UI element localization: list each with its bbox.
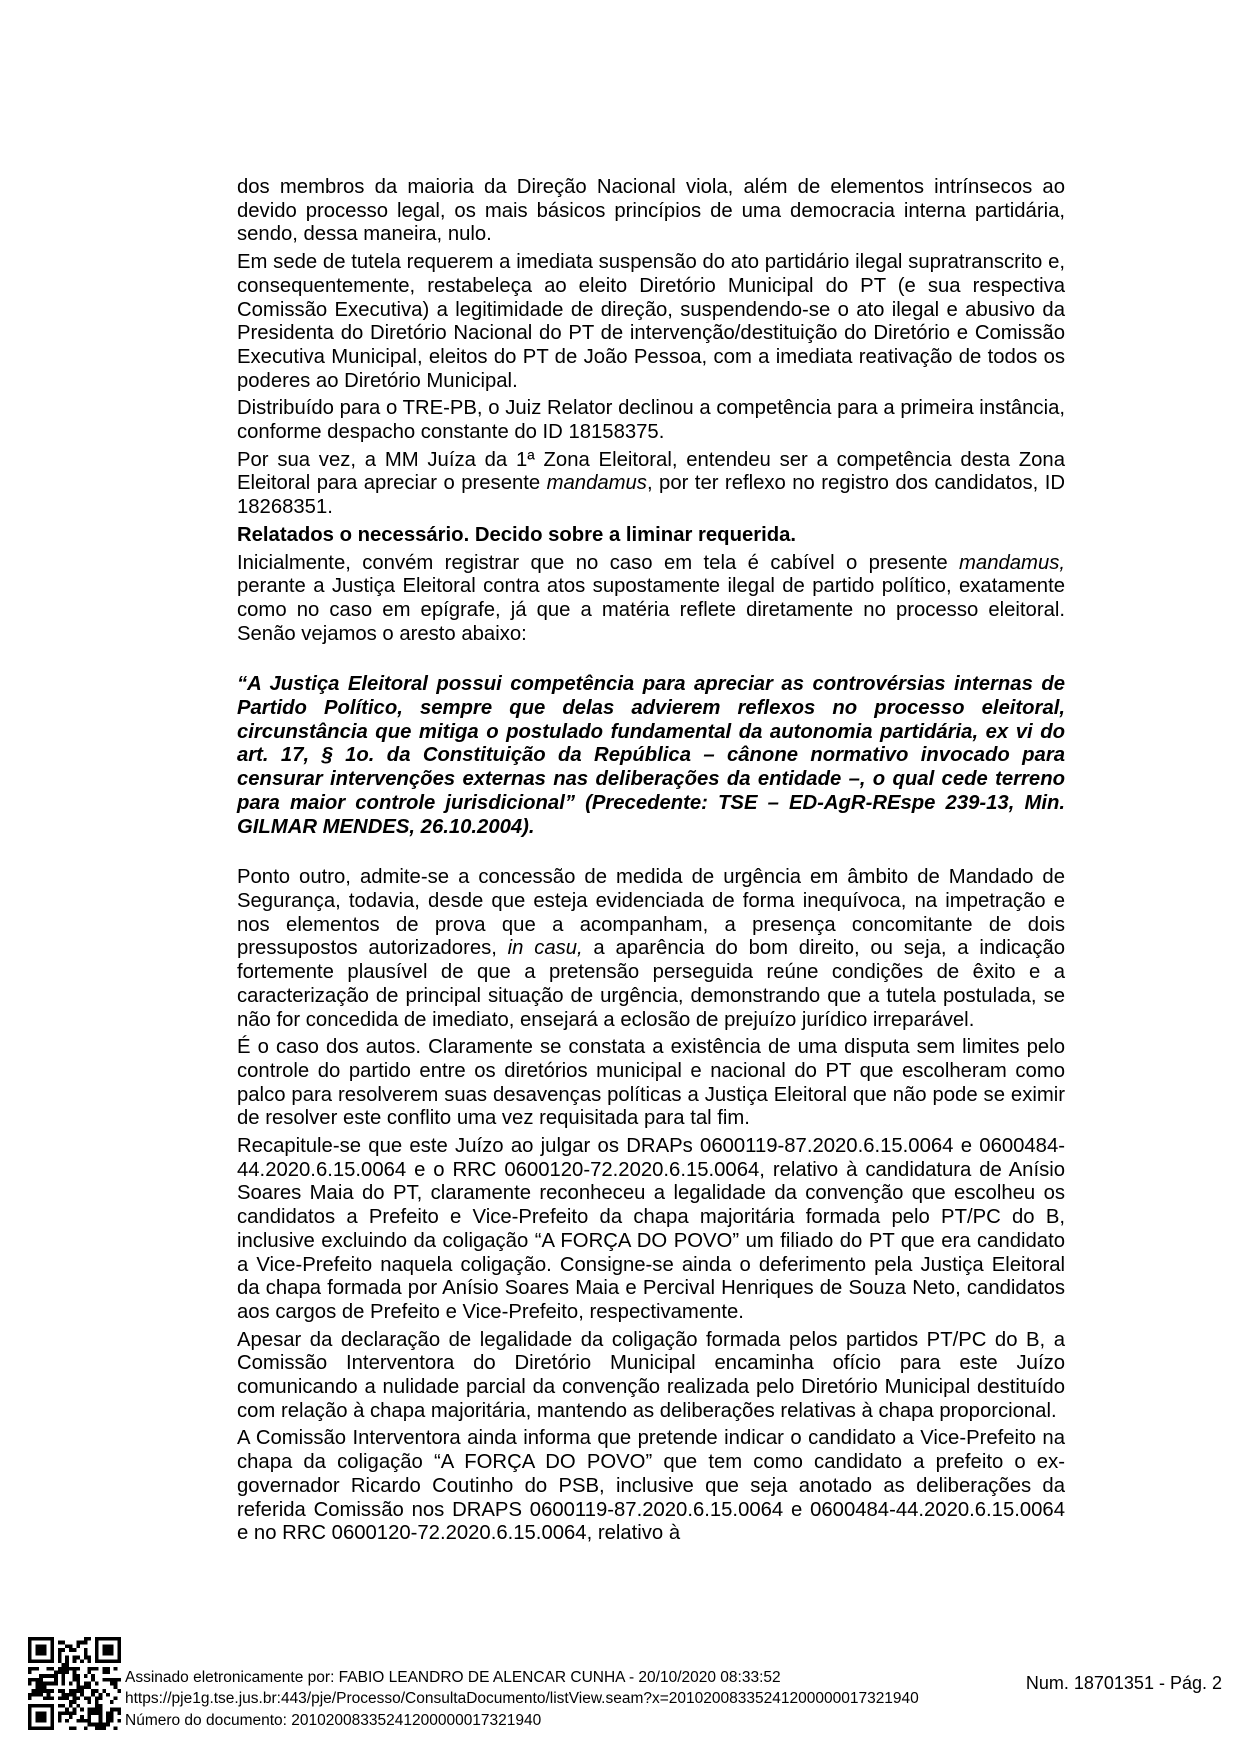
text-segment: É o caso dos autos. Claramente se constata a existência de uma disputa sem limites pelo controle do partido entre os diretórios municipal e nacional do PT que escolheram como palco para resolverem suas desavenças políticas a Justiça Eleitoral que não pode se eximir de resolver este conflito uma vez requisitada para tal fim. [237,1036,1065,1130]
document-body-text [237,176,1065,1550]
text-segment: perante a Justiça Eleitoral contra atos supostamente ilegal de partido político, exatamente como no caso em epígrafe, já que a matéria reflete diretamente no processo eleitoral. Senão vejamos o aresto abaixo: [237,575,1065,645]
paragraph-4 [237,449,1065,520]
text-segment: Apesar da declaração de legalidade da coligação formada pelos partidos PT/PC do B, a Comissão Interventora do Diretório Municipal encaminha ofício para este Juízo comunicando a nulidade parcial da convenção realizada pelo Diretório Municipal destituído com relação à chapa majoritária, mantendo as deliberações relativas à chapa proporcional. [237,1328,1065,1422]
paragraph-10 [237,1135,1065,1325]
text-segment: , por ter reflexo no registro dos candidatos, ID 18268351. [237,472,1065,519]
qr-code-icon [28,1637,121,1730]
text-segment: mandamus, [959,551,1065,574]
paragraph-9 [237,1036,1065,1131]
document-url: https://pje1g.tse.jus.br:443/pje/Processo/ConsultaDocumento/listView.seam?x=20102008335241200000017321940 [125,1690,919,1708]
text-segment: Em sede de tutela requerem a imediata suspensão do ato partidário ilegal supratranscrito e, consequentemente, restabeleça ao eleito Diretório Municipal do PT (e sua respectiva Comissão Executiva) a legitimidade de direção, suspendendo-se o ato ilegal e abusivo da Presidenta do Diretório Nacional do PT de intervenção/destituição do Diretório e Comissão Executiva Municipal, eleitos do PT de João Pessoa, com a imediata reativação de todos os poderes ao Diretório Municipal. [237,251,1065,392]
text-segment: Distribuído para o TRE-PB, o Juiz Relator declinou a competência para a primeira instância, conforme despacho constante do ID 18158375. [237,397,1065,444]
signature-line: Assinado eletronicamente por: FABIO LEANDRO DE ALENCAR CUNHA - 20/10/2020 08:33:52 [125,1669,781,1686]
signature-block [125,1667,919,1731]
page-number: Num. 18701351 - Pág. 2 [1025,1673,1222,1693]
text-segment: A Comissão Interventora ainda informa que pretende indicar o candidato a Vice-Prefeito na chapa da coligação “A FORÇA DO POVO” que tem como candidato a prefeito o ex-governador Ricardo Coutinho do PSB, inclusive que seja anotado as deliberações da referida Comissão nos DRAPS 0600119-87.2020.6.15.0064 e 0600484-44.2020.6.15.0064 e no RRC 0600120-72.2020.6.15.0064, relativo à [237,1427,1065,1545]
text-segment: Ponto outro, admite-se a concessão de medida de urgência em âmbito de Mandado de Segurança, todavia, desde que esteja evidenciada de forma inequívoca, na impetração e nos elementos de prova que a acompanham, a presença concomitante de dois pressupostos autorizadores, [237,866,1065,960]
paragraph-1 [237,176,1065,247]
text-segment: “A Justiça Eleitoral possui competência para apreciar as controvérsias internas de Partido Político, sempre que delas advierem reflexos no processo eleitoral, circunstância que mitiga o postulado fundamental da autonomia partidária, ex vi do art. 17, § 1o. da Constituição da República – cânone normativo invocado para censurar intervenções externas nas deliberações da entidade –, o qual cede terreno para maior controle jurisdicional” (Precedente: TSE – ED-AgR-REspe 239-13, Min. GILMAR MENDES, 26.10.2004). [237,673,1065,838]
paragraph-3 [237,397,1065,444]
document-number: Número do documento: 20102008335241200000017321940 [125,1711,542,1729]
paragraph-5 [237,524,1065,548]
paragraph-11 [237,1329,1065,1424]
text-segment: dos membros da maioria da Direção Nacional viola, além de elementos intrínsecos ao devido processo legal, os mais básicos princípios de uma democracia interna partidária, sendo, dessa maneira, nulo. [237,176,1065,246]
paragraph-6 [237,552,1065,647]
text-segment: mandamus [546,472,647,495]
text-segment: a aparência do bom direito, ou seja, a indicação fortemente plausível de que a pretensão perseguida reúne condições de êxito e a caracterização de principal situação de urgência, demonstrando que a tutela postulada, se não for concedida de imediato, ensejará a eclosão de prejuízo jurídico irreparável. [237,937,1066,1031]
text-segment: Por sua vez, a MM Juíza da 1ª Zona Eleitoral, entendeu ser a competência desta Zona Eleitoral para apreciar o presente [237,448,1065,495]
paragraph-2 [237,251,1065,393]
text-segment: in casu, [507,937,583,960]
text-segment: Recapitule-se que este Juízo ao julgar os DRAPs 0600119-87.2020.6.15.0064 e 0600484-44.2020.6.15.0064 e o RRC 0600120-72.2020.6.15.0064, relativo à candidatura de Anísio Soares Maia do PT, claramente reconheceu a legalidade da convenção que escolheu os candidatos a Prefeito e Vice-Prefeito da chapa majoritária formada pelo PT/PC do B, inclusive excluindo da coligação “A FORÇA DO POVO” um filiado do PT que era candidato a Vice-Prefeito naquela coligação. Consigne-se ainda o deferimento pela Justiça Eleitoral da chapa formada por Anísio Soares Maia e Percival Henriques de Souza Neto, candidatos aos cargos de Prefeito e Vice-Prefeito, respectivamente. [237,1135,1065,1323]
paragraph-7 [237,673,1065,839]
paragraph-12 [237,1427,1065,1546]
text-segment: Inicialmente, convém registrar que no caso em tela é cabível o presente [237,551,960,574]
paragraph-8 [237,866,1065,1032]
text-segment: Relatados o necessário. Decido sobre a liminar requerida. [237,523,797,546]
